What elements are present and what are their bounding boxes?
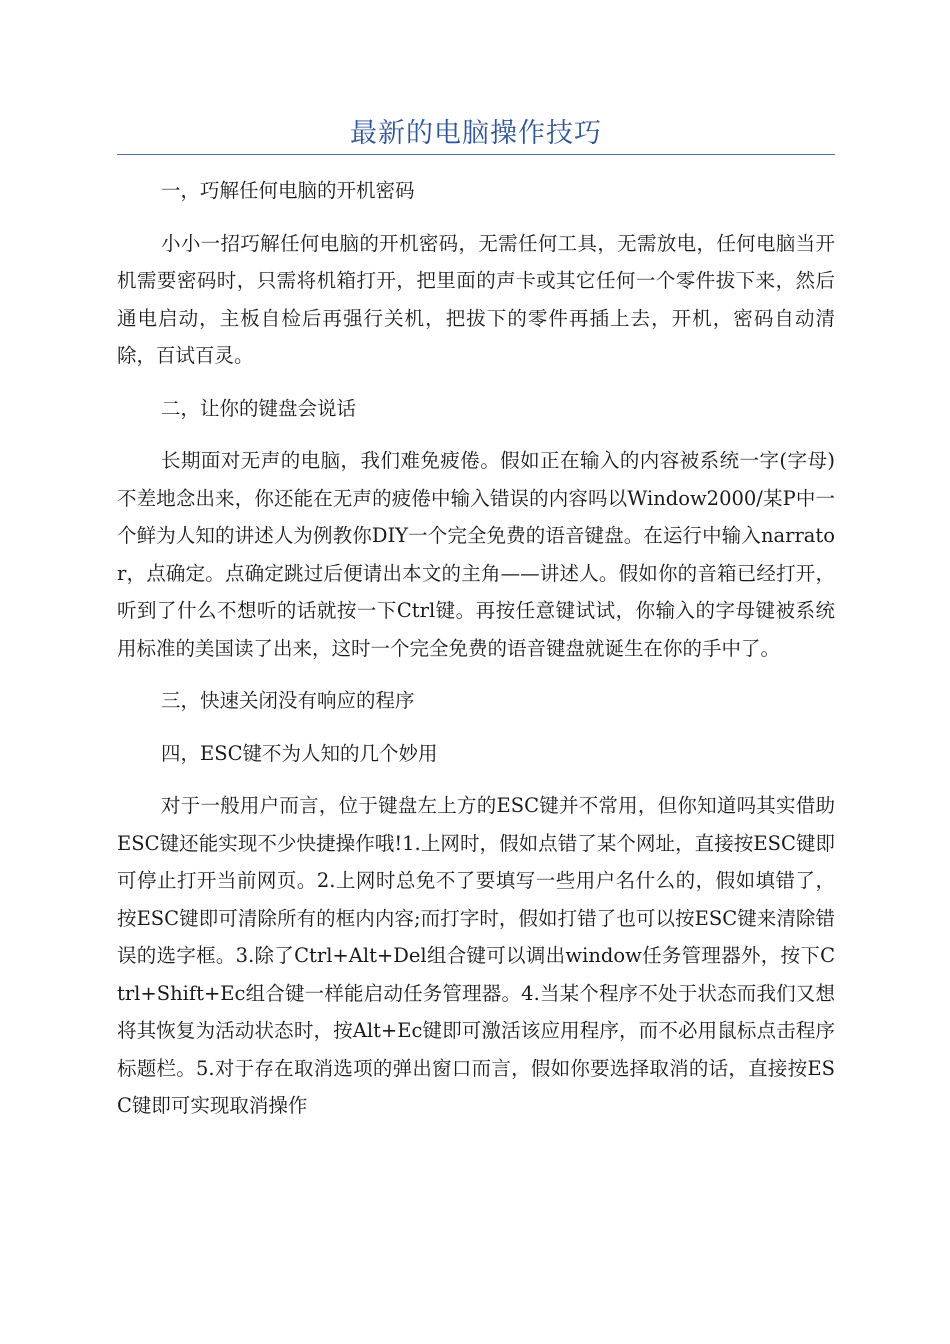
document-body <box>117 172 835 1125</box>
title-underline <box>117 154 835 155</box>
section-heading-3: 三，快速关闭没有响应的程序 <box>161 689 415 712</box>
section-heading-1: 一，巧解任何电脑的开机密码 <box>161 179 415 202</box>
paragraph-1: 小小一招巧解任何电脑的开机密码，无需任何工具，无需放电，任何电脑当开机需要密码时，只需将机箱打开，把里面的声卡或其它任何一个零件拔下来，然后通电启动，主板自检后再强行关机，把拔下的零件再插上去，开机，密码自动清除，百试百灵。 <box>117 231 835 367</box>
page-title: 最新的电脑操作技巧 <box>350 118 602 149</box>
paragraph-2: 长期面对无声的电脑，我们难免疲倦。假如正在输入的内容被系统一字(字母)不差地念出来，你还能在无声的疲倦中输入错误的内容吗以Window2000/某P中一个鲜为人知的讲述人为例教你DIY一个完全免费的语音键盘。在运行中输入narrator，点确定。点确定跳过后便请出本文的主角——讲述人。假如你的音箱已经打开，听到了什么不想听的话就按一下Ctrl键。再按任意键试试，你输入的字母键被系统用标准的美国读了出来，这时一个完全免费的语音键盘就诞生在你的手中了。 <box>117 449 835 660</box>
section-heading-4: 四，ESC键不为人知的几个妙用 <box>161 741 438 765</box>
section-heading-2: 二，让你的键盘会说话 <box>161 396 357 420</box>
paragraph-3: 对于一般用户而言，位于键盘左上方的ESC键并不常用，但你知道吗其实借助ESC键还能实现不少快捷操作哦!1.上网时，假如点错了某个网址，直接按ESC键即可停止打开当前网页。2.上网时总免不了要填写一些用户名什么的，假如填错了，按ESC键即可清除所有的框内内容;而打字时，假如打错了也可以按ESC键来清除错误的选字框。3.除了Ctrl+Alt+Del组合键可以调出window任务管理器外，按下Ctrl+Shift+Ec组合键一样能启动任务管理器。4.当某个程序不处于状态而我们又想将其恢复为活动状态时，按Alt+Ec键即可激活该应用程序，而不必用鼠标点击程序标题栏。5.对于存在取消选项的弹出窗口而言，假如你要选择取消的话，直接按ESC键即可实现取消操作 <box>117 794 835 1117</box>
